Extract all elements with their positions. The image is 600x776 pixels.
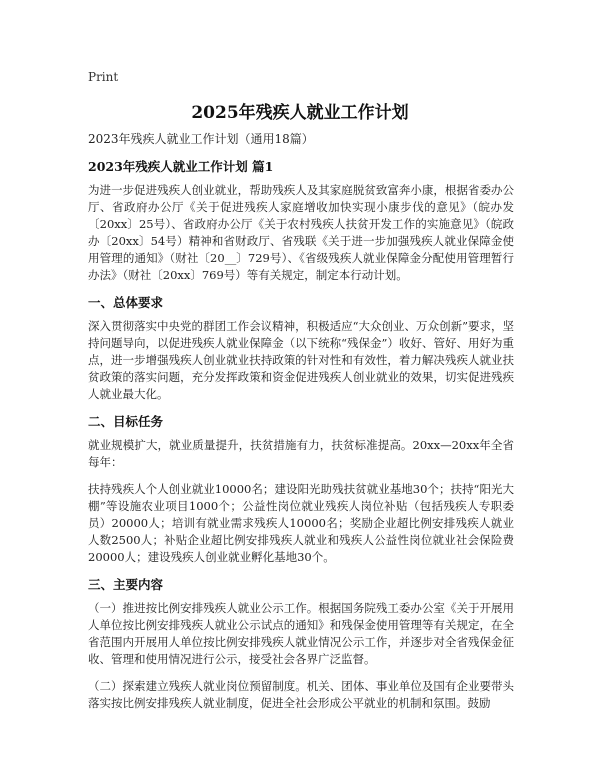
targets-paragraph-1: 就业规模扩大，就业质量提升，扶贫措施有力，扶贫标准提高。20xx—20xx年全省每年：: [88, 438, 514, 469]
document-title: 2025年残疾人就业工作计划: [191, 103, 409, 123]
intro-paragraph: 为进一步促进残疾人创业就业，帮助残疾人及其家庭脱贫致富奔小康，根据省委办公厅、省政府办公厅《关于促进残疾人家庭增收加快实现小康步伐的意见》（皖办发〔20xx〕25号）、省政府办公厅《关于农村残疾人扶贫开发工作的实施意见》（皖政办〔20xx〕54号）精神和省财政厅、省残联《关于进一步加强残疾人就业保障金使用管理的通知》（财社〔20__〕729号）、《省级残疾人就业保障金分配使用管理暂行办法》（财社〔20xx〕769号）等有关规定，制定本行动计划。: [88, 183, 514, 282]
document-subtitle: 2023年残疾人就业工作计划（通用18篇）: [88, 132, 314, 146]
section-title-general: 一、总体要求: [88, 295, 164, 310]
document-body: [88, 130, 514, 722]
content-paragraph-2: （二）探索建立残疾人就业岗位预留制度。机关、团体、事业单位及国有企业要带头落实按比例安排残疾人就业制度，促进全社会形成公平就业的机制和氛围。鼓励: [88, 679, 514, 710]
general-requirements-paragraph: 深入贯彻落实中央党的群团工作会议精神，积极适应“大众创业、万众创新”要求，坚持问题导向，以促进残疾人就业保障金（以下统称“残保金”）收好、管好、用好为重点，进一步增强残疾人创业就业扶持政策的针对性和有效性，着力解决残疾人就业扶贫政策的落实问题，充分发挥政策和资金促进残疾人创业就业的效果，切实促进残疾人就业最大化。: [88, 319, 514, 401]
section-title-content: 三、主要内容: [88, 577, 164, 592]
print-link[interactable]: Print: [88, 70, 119, 84]
article-heading: 2023年残疾人就业工作计划 篇1: [88, 159, 274, 174]
targets-paragraph-2: 扶持残疾人个人创业就业10000名；建设阳光助残扶贫就业基地30个；扶持“阳光大棚”等设施农业项目1000个；公益性岗位就业残疾人岗位补贴（包括残疾人专职委员）20000人；培训有就业需求残疾人10000名；奖励企业超比例安排残疾人就业人数2500人；补贴企业超比例安排残疾人就业和残疾人公益性岗位就业社会保险费20000人；建设残疾人创业就业孵化基地30个。: [88, 482, 514, 564]
section-title-targets: 二、目标任务: [88, 414, 164, 429]
content-paragraph-1: （一）推进按比例安排残疾人就业公示工作。根据国务院残工委办公室《关于开展用人单位按比例安排残疾人就业公示试点的通知》和残保金使用管理等有关规定，在全省范围内开展用人单位按比例安排残疾人就业情况公示工作，并逐步对全省残保金征收、管理和使用情况进行公示，接受社会各界广泛监督。: [88, 601, 514, 666]
